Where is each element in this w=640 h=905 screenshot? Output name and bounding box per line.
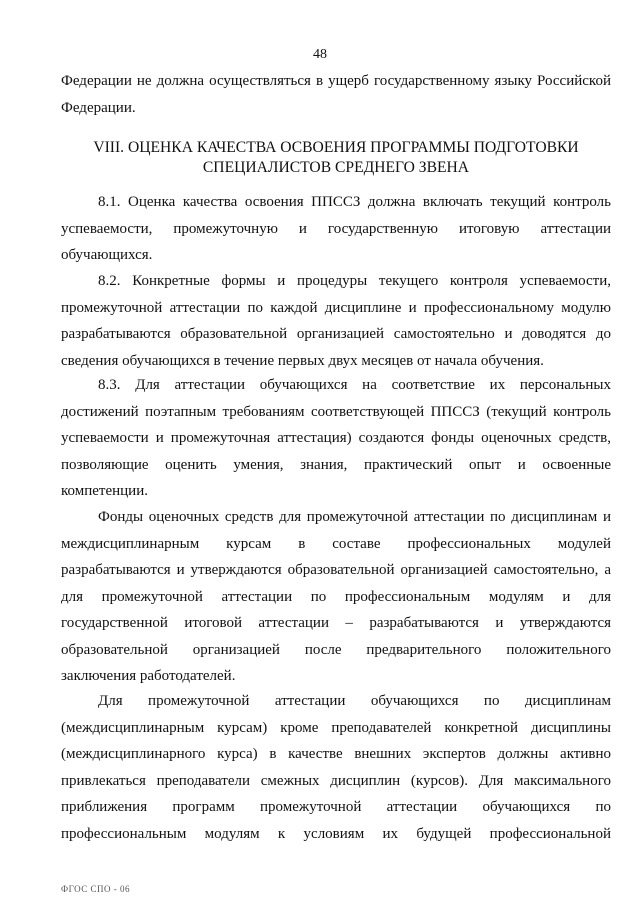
paragraph-8-2	[61, 268, 611, 374]
text-line: сведения обучающихся в течение первых двух месяцев от начала обучения.	[61, 352, 544, 369]
page-footer: ФГОС СПО - 06	[61, 884, 130, 894]
text-line: Фонды оценочных средств для промежуточной аттестации по дисциплинам и	[98, 509, 611, 525]
text-line: 8.3. Для аттестации обучающихся на соответствие их персональных	[98, 377, 611, 393]
text-line: успеваемости, промежуточную и государственную итоговую аттестации	[61, 220, 611, 237]
text-line: Федерации.	[61, 99, 136, 116]
text-line: достижений поэтапным требованиям соответствующей ППССЗ (текущий контроль	[61, 403, 611, 420]
text-line: разрабатываются и утверждаются образовательной организацией самостоятельно, а	[61, 562, 611, 578]
text-line: разрабатываются образовательной организацией самостоятельно и доводятся до	[61, 326, 611, 342]
text-line: 8.2. Конкретные формы и процедуры текущего контроля успеваемости,	[98, 273, 611, 289]
text-line: привлекаться преподаватели смежных дисциплин (курсов). Для максимального	[61, 772, 611, 789]
section-heading	[61, 138, 611, 178]
heading-line: СПЕЦИАЛИСТОВ СРЕДНЕГО ЗВЕНА	[202, 159, 470, 176]
text-line: 8.1. Оценка качества освоения ППССЗ должна включать текущий контроль	[98, 194, 611, 210]
intro-paragraph	[61, 68, 611, 121]
text-line: для промежуточной аттестации по профессиональным модулям и для	[61, 588, 611, 605]
text-line: позволяющие оценить умения, знания, практический опыт и освоенные	[61, 456, 611, 473]
text-line: государственной итоговой аттестации – разрабатываются и утверждаются	[61, 615, 611, 631]
heading-line: VIII. ОЦЕНКА КАЧЕСТВА ОСВОЕНИЯ ПРОГРАММЫ ПОДГОТОВКИ	[93, 139, 579, 156]
text-line: (междисциплинарного курса) в качестве внешних экспертов должны активно	[61, 746, 611, 762]
text-line: Для промежуточной аттестации обучающихся по дисциплинам	[98, 693, 611, 709]
text-line: профессиональным модулям к условиям их будущей профессиональной	[61, 825, 611, 842]
paragraph-assessment-funds	[61, 504, 611, 690]
text-line: приближения программ промежуточной аттестации обучающихся по	[61, 799, 611, 815]
paragraph-8-1	[61, 189, 611, 269]
text-line: междисциплинарным курсам в составе профессиональных модулей	[61, 535, 611, 552]
text-line: промежуточной аттестации по каждой дисциплине и профессиональному модулю	[61, 299, 611, 316]
text-line: Федерации не должна осуществляться в ущерб государственному языку Российской	[61, 73, 611, 89]
text-line: обучающихся.	[61, 247, 153, 263]
paragraph-8-3	[61, 372, 611, 505]
text-line: заключения работодателей.	[61, 668, 236, 684]
text-line: компетенции.	[61, 483, 148, 499]
text-line: (междисциплинарным курсам) кроме преподавателей конкретной дисциплины	[61, 719, 611, 736]
paragraph-external-experts	[61, 688, 611, 847]
text-line: образовательной организацией после предварительного положительного	[61, 641, 611, 658]
text-line: успеваемости и промежуточная аттестация) создаются фонды оценочных средств,	[61, 430, 611, 446]
page-number: 48	[313, 47, 327, 62]
